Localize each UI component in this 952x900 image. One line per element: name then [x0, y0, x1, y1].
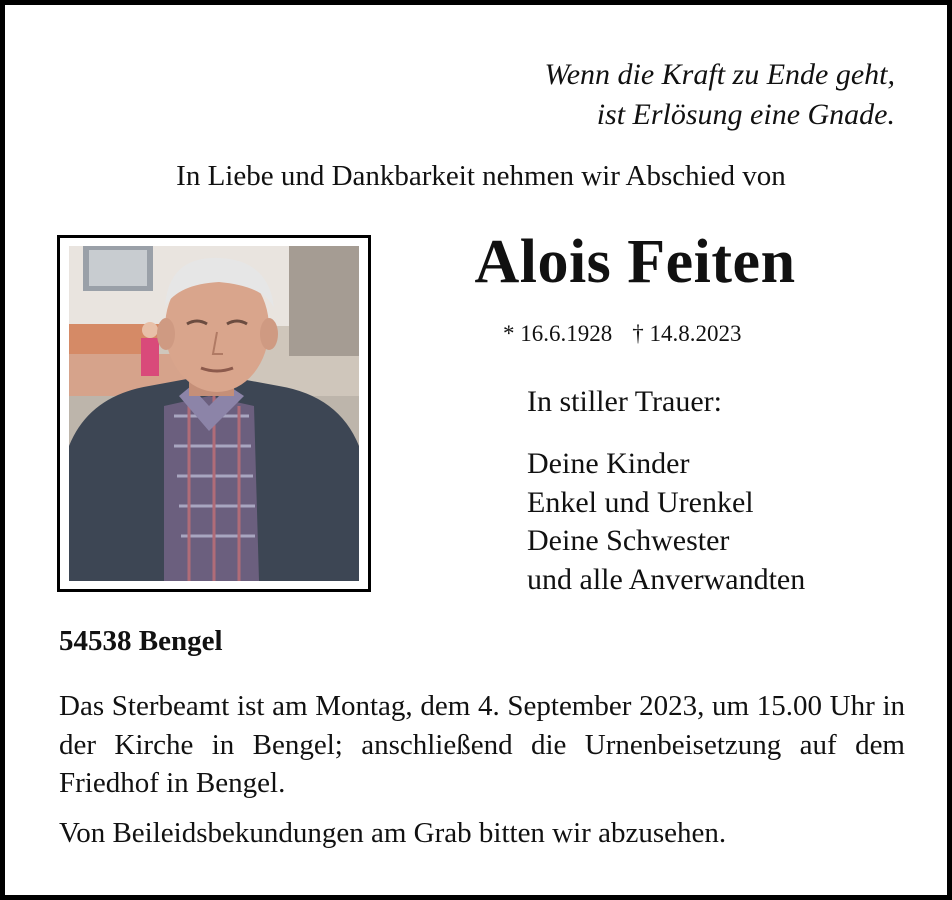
portrait-frame — [57, 235, 371, 592]
mourner-line: Enkel und Urenkel — [527, 485, 754, 519]
mourner-line: und alle Anverwandten — [527, 562, 806, 596]
place: 54538 Bengel — [59, 625, 223, 657]
mourning-heading: In stiller Trauer: — [527, 385, 722, 418]
epigraph-line-1: Wenn die Kraft zu Ende geht, — [544, 58, 895, 91]
mourner-line: Deine Schwester — [527, 524, 730, 557]
mourner-line: Deine Kinder — [527, 447, 690, 480]
birth-date: * 16.6.1928 — [503, 321, 613, 346]
condolence-note: Von Beileidsbekundungen am Grab bitten wir abzusehen. — [59, 817, 727, 849]
intro-text: In Liebe und Dankbarkeit nehmen wir Abschied von — [176, 160, 786, 192]
epigraph-line-2: ist Erlösung eine Gnade. — [596, 98, 895, 131]
service-announcement: Das Sterbeamt ist am Montag, dem 4. September 2023, um 15.00 Uhr in der Kirche in Bengel; anschließend die Urnenbeisetzung auf dem Friedhof in Bengel. — [59, 690, 905, 799]
deceased-name: Alois Feiten — [474, 228, 796, 296]
death-date: † 14.8.2023 — [632, 321, 742, 346]
epigraph — [544, 55, 895, 135]
mourners-list — [527, 445, 805, 599]
portrait-photo — [69, 246, 359, 581]
life-dates — [503, 321, 742, 347]
